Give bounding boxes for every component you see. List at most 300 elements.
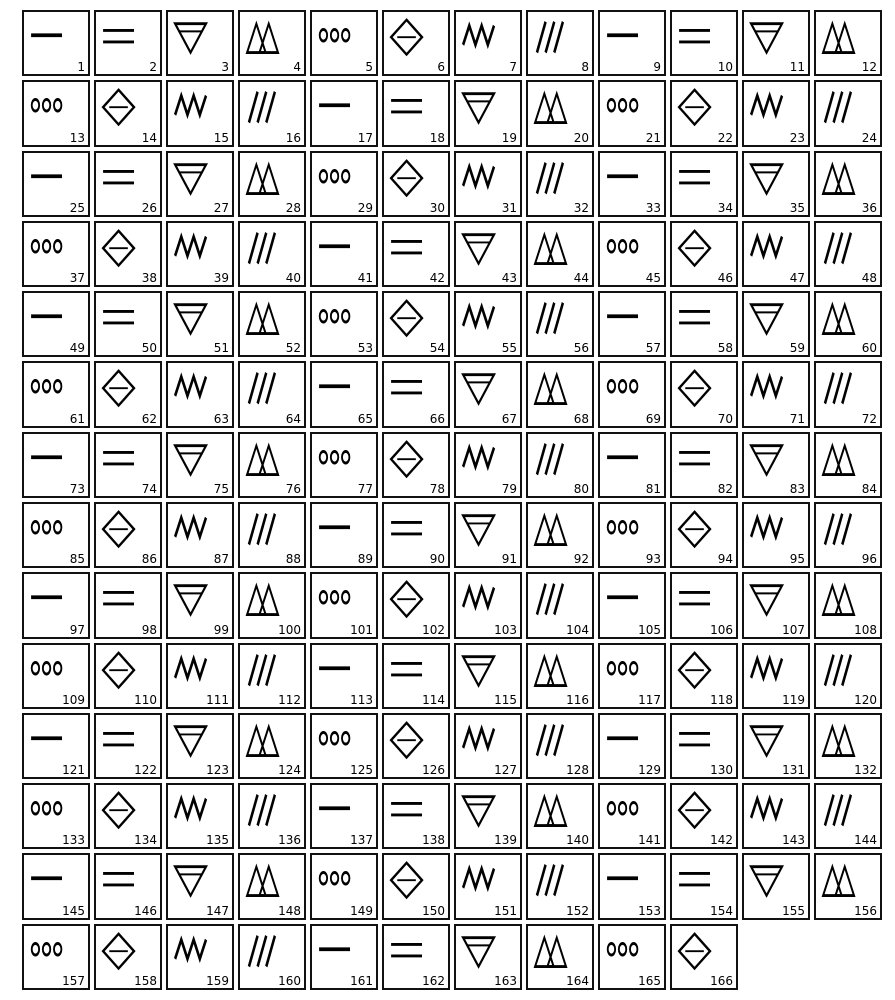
sign-cell	[310, 10, 378, 76]
sign-number: 132	[854, 763, 877, 778]
sign-number: 157	[62, 973, 85, 988]
sign-glyph-icon	[28, 86, 65, 128]
sign-glyph-icon	[748, 719, 785, 761]
sign-glyph-icon	[820, 719, 857, 761]
sign-number: 145	[62, 903, 85, 918]
sign-cell	[382, 713, 450, 779]
sign-number: 152	[566, 903, 589, 918]
sign-number: 60	[861, 341, 877, 356]
sign-number: 40	[285, 271, 301, 286]
sign-glyph-icon	[820, 367, 857, 409]
sign-cell	[670, 713, 738, 779]
sign-glyph-icon	[28, 367, 65, 409]
sign-cell	[742, 572, 810, 638]
sign-cell	[166, 924, 234, 990]
sign-glyph-icon	[748, 859, 785, 901]
sign-cell	[238, 291, 306, 357]
sign-glyph-icon	[28, 649, 65, 691]
sign-number: 137	[350, 833, 373, 848]
sign-glyph-icon	[604, 438, 641, 480]
sign-cell	[742, 151, 810, 217]
sign-number: 57	[645, 341, 661, 356]
sign-number: 4	[293, 60, 301, 75]
sign-number: 162	[422, 973, 445, 988]
sign-cell	[166, 783, 234, 849]
sign-number: 8	[581, 60, 589, 75]
sign-glyph-icon	[820, 227, 857, 269]
sign-glyph-icon	[316, 578, 353, 620]
sign-glyph-icon	[676, 157, 713, 199]
sign-glyph-icon	[316, 297, 353, 339]
sign-number: 94	[717, 552, 733, 567]
sign-cell	[814, 80, 882, 146]
sign-cell	[598, 713, 666, 779]
sign-glyph-icon	[244, 930, 281, 972]
sign-glyph-icon	[172, 859, 209, 901]
sign-number: 69	[645, 411, 661, 426]
sign-glyph-icon	[316, 930, 353, 972]
sign-cell	[814, 221, 882, 287]
sign-glyph-icon	[28, 297, 65, 339]
sign-cell	[598, 221, 666, 287]
sign-number: 163	[494, 973, 517, 988]
sign-number: 130	[710, 763, 733, 778]
sign-number: 56	[573, 341, 589, 356]
sign-glyph-icon	[604, 16, 641, 58]
sign-number: 1	[77, 60, 85, 75]
sign-cell	[238, 924, 306, 990]
sign-cell	[166, 361, 234, 427]
sign-glyph-icon	[820, 649, 857, 691]
sign-cell	[382, 572, 450, 638]
sign-number: 43	[501, 271, 517, 286]
sign-cell	[598, 151, 666, 217]
sign-cell	[814, 783, 882, 849]
sign-glyph-icon	[100, 438, 137, 480]
sign-cell	[742, 361, 810, 427]
sign-cell	[814, 361, 882, 427]
sign-number: 37	[69, 271, 85, 286]
sign-cell	[382, 221, 450, 287]
sign-cell	[670, 151, 738, 217]
sign-number: 110	[134, 692, 157, 707]
sign-number: 127	[494, 763, 517, 778]
sign-number: 149	[350, 903, 373, 918]
sign-number: 156	[854, 903, 877, 918]
sign-cell	[238, 572, 306, 638]
sign-number: 107	[782, 622, 805, 637]
sign-cell	[94, 783, 162, 849]
sign-cell	[310, 924, 378, 990]
sign-number: 86	[141, 552, 157, 567]
sign-number: 136	[278, 833, 301, 848]
sign-number: 62	[141, 411, 157, 426]
sign-number: 14	[141, 130, 157, 145]
sign-cell	[94, 713, 162, 779]
sign-number: 34	[717, 200, 733, 215]
sign-glyph-icon	[100, 157, 137, 199]
sign-number: 80	[573, 481, 589, 496]
sign-number: 53	[357, 341, 373, 356]
sign-cell	[382, 924, 450, 990]
sign-glyph-icon	[820, 438, 857, 480]
sign-cell	[454, 783, 522, 849]
sign-glyph-icon	[604, 859, 641, 901]
sign-cell	[526, 502, 594, 568]
sign-number: 116	[566, 692, 589, 707]
sign-number: 19	[501, 130, 517, 145]
sign-cell	[454, 80, 522, 146]
sign-glyph-icon	[388, 578, 425, 620]
sign-number: 95	[789, 552, 805, 567]
sign-glyph-icon	[676, 508, 713, 550]
sign-number: 75	[213, 481, 229, 496]
sign-number: 111	[206, 692, 229, 707]
sign-cell	[598, 924, 666, 990]
sign-glyph-icon	[460, 297, 497, 339]
sign-glyph-icon	[316, 227, 353, 269]
sign-glyph-icon	[460, 438, 497, 480]
sign-cell	[742, 713, 810, 779]
sign-glyph-icon	[604, 578, 641, 620]
sign-glyph-icon	[388, 859, 425, 901]
sign-cell	[310, 572, 378, 638]
sign-glyph-icon	[316, 86, 353, 128]
sign-cell	[598, 572, 666, 638]
sign-cell	[94, 853, 162, 919]
sign-number: 99	[213, 622, 229, 637]
sign-glyph-icon	[388, 86, 425, 128]
sign-number: 117	[638, 692, 661, 707]
sign-number: 100	[278, 622, 301, 637]
sign-glyph-icon	[676, 16, 713, 58]
sign-cell	[526, 432, 594, 498]
sign-number: 21	[645, 130, 661, 145]
sign-cell	[382, 432, 450, 498]
sign-glyph-icon	[460, 859, 497, 901]
sign-cell	[742, 432, 810, 498]
sign-glyph-icon	[388, 227, 425, 269]
sign-number: 135	[206, 833, 229, 848]
sign-number: 61	[69, 411, 85, 426]
sign-number: 58	[717, 341, 733, 356]
sign-glyph-icon	[100, 719, 137, 761]
sign-glyph-icon	[172, 508, 209, 550]
sign-number: 123	[206, 763, 229, 778]
sign-number: 7	[509, 60, 517, 75]
sign-glyph-icon	[244, 789, 281, 831]
sign-glyph-icon	[28, 789, 65, 831]
sign-number: 124	[278, 763, 301, 778]
sign-number: 18	[429, 130, 445, 145]
sign-number: 119	[782, 692, 805, 707]
sign-number: 104	[566, 622, 589, 637]
sign-glyph-icon	[532, 367, 569, 409]
sign-number: 106	[710, 622, 733, 637]
sign-glyph-icon	[532, 297, 569, 339]
sign-cell	[598, 10, 666, 76]
sign-cell	[238, 432, 306, 498]
sign-glyph-icon	[532, 789, 569, 831]
sign-cell	[598, 783, 666, 849]
sign-cell	[814, 291, 882, 357]
sign-cell	[238, 853, 306, 919]
sign-cell	[814, 713, 882, 779]
sign-number: 51	[213, 341, 229, 356]
sign-number: 134	[134, 833, 157, 848]
sign-number: 39	[213, 271, 229, 286]
sign-glyph-icon	[604, 297, 641, 339]
sign-number: 71	[789, 411, 805, 426]
sign-glyph-icon	[748, 86, 785, 128]
sign-glyph-icon	[532, 86, 569, 128]
sign-glyph-icon	[100, 649, 137, 691]
sign-glyph-icon	[820, 578, 857, 620]
sign-glyph-icon	[460, 157, 497, 199]
sign-number: 138	[422, 833, 445, 848]
sign-number: 11	[789, 60, 805, 75]
sign-number: 166	[710, 973, 733, 988]
sign-cell	[94, 221, 162, 287]
sign-cell	[742, 853, 810, 919]
sign-glyph-icon	[604, 367, 641, 409]
sign-number: 109	[62, 692, 85, 707]
sign-cell	[166, 643, 234, 709]
sign-number: 84	[861, 481, 877, 496]
sign-number: 55	[501, 341, 517, 356]
sign-glyph-icon	[244, 438, 281, 480]
sign-glyph-icon	[748, 578, 785, 620]
sign-number: 70	[717, 411, 733, 426]
sign-glyph-icon	[604, 227, 641, 269]
sign-glyph-icon	[748, 16, 785, 58]
sign-glyph-icon	[100, 367, 137, 409]
sign-cell	[382, 643, 450, 709]
sign-glyph-icon	[316, 719, 353, 761]
sign-cell	[598, 502, 666, 568]
sign-glyph-icon	[532, 157, 569, 199]
sign-glyph-icon	[100, 16, 137, 58]
sign-cell	[382, 783, 450, 849]
sign-number: 35	[789, 200, 805, 215]
sign-number: 16	[285, 130, 301, 145]
sign-glyph-icon	[388, 157, 425, 199]
sign-glyph-icon	[316, 157, 353, 199]
sign-number: 45	[645, 271, 661, 286]
sign-number: 93	[645, 552, 661, 567]
sign-cell	[310, 80, 378, 146]
sign-cell	[598, 291, 666, 357]
sign-number: 76	[285, 481, 301, 496]
sign-cell	[526, 361, 594, 427]
sign-cell	[94, 361, 162, 427]
sign-number: 96	[861, 552, 877, 567]
sign-number: 59	[789, 341, 805, 356]
sign-glyph-icon	[172, 789, 209, 831]
sign-number: 121	[62, 763, 85, 778]
sign-glyph-icon	[172, 16, 209, 58]
sign-glyph-icon	[604, 649, 641, 691]
sign-glyph-icon	[316, 367, 353, 409]
sign-cell	[310, 783, 378, 849]
sign-cell	[814, 853, 882, 919]
sign-glyph-icon	[244, 16, 281, 58]
sign-number: 98	[141, 622, 157, 637]
sign-cell	[94, 151, 162, 217]
sign-glyph-icon	[820, 157, 857, 199]
sign-number: 63	[213, 411, 229, 426]
sign-cell	[382, 80, 450, 146]
sign-number: 154	[710, 903, 733, 918]
sign-cell	[742, 502, 810, 568]
sign-number: 31	[501, 200, 517, 215]
sign-glyph-icon	[316, 789, 353, 831]
sign-number: 128	[566, 763, 589, 778]
sign-number: 147	[206, 903, 229, 918]
sign-number: 164	[566, 973, 589, 988]
sign-cell	[166, 221, 234, 287]
sign-cell	[238, 783, 306, 849]
sign-cell	[598, 432, 666, 498]
sign-number: 32	[573, 200, 589, 215]
sign-glyph-icon	[820, 508, 857, 550]
sign-glyph-icon	[244, 719, 281, 761]
sign-number: 141	[638, 833, 661, 848]
sign-cell	[814, 432, 882, 498]
sign-number: 165	[638, 973, 661, 988]
sign-glyph-icon	[388, 649, 425, 691]
sign-cell	[22, 80, 90, 146]
sign-glyph-icon	[676, 930, 713, 972]
sign-cell	[238, 643, 306, 709]
sign-glyph-icon	[172, 649, 209, 691]
sign-number: 131	[782, 763, 805, 778]
sign-number: 151	[494, 903, 517, 918]
sign-glyph-icon	[748, 438, 785, 480]
sign-cell	[238, 713, 306, 779]
sign-number: 143	[782, 833, 805, 848]
sign-number: 153	[638, 903, 661, 918]
sign-cell	[526, 80, 594, 146]
sign-cell	[238, 151, 306, 217]
sign-glyph-icon	[388, 930, 425, 972]
sign-cell	[526, 221, 594, 287]
sign-glyph-icon	[316, 649, 353, 691]
sign-number: 129	[638, 763, 661, 778]
sign-cell	[670, 783, 738, 849]
sign-glyph-icon	[748, 297, 785, 339]
sign-cell	[382, 361, 450, 427]
sign-number: 79	[501, 481, 517, 496]
sign-cell	[22, 853, 90, 919]
sign-glyph-icon	[100, 930, 137, 972]
sign-glyph-icon	[388, 438, 425, 480]
sign-number: 2	[149, 60, 157, 75]
sign-number: 30	[429, 200, 445, 215]
sign-glyph-icon	[100, 578, 137, 620]
sign-cell	[310, 151, 378, 217]
sign-number: 161	[350, 973, 373, 988]
sign-glyph-icon	[604, 719, 641, 761]
sign-cell	[22, 643, 90, 709]
sign-glyph-icon	[748, 157, 785, 199]
sign-glyph-icon	[676, 227, 713, 269]
sign-cell	[526, 713, 594, 779]
sign-number: 85	[69, 552, 85, 567]
sign-cell	[526, 783, 594, 849]
sign-glyph-icon	[28, 438, 65, 480]
sign-number: 68	[573, 411, 589, 426]
sign-glyph-icon	[172, 578, 209, 620]
sign-number: 81	[645, 481, 661, 496]
sign-glyph-icon	[676, 859, 713, 901]
sign-glyph-icon	[604, 157, 641, 199]
sign-glyph-icon	[820, 86, 857, 128]
sign-glyph-icon	[748, 649, 785, 691]
sign-number: 28	[285, 200, 301, 215]
sign-number: 54	[429, 341, 445, 356]
sign-glyph-icon	[748, 367, 785, 409]
sign-number: 142	[710, 833, 733, 848]
sign-cell	[238, 221, 306, 287]
sign-cell	[526, 572, 594, 638]
sign-cell	[382, 853, 450, 919]
sign-number: 87	[213, 552, 229, 567]
sign-number: 144	[854, 833, 877, 848]
sign-glyph-icon	[28, 930, 65, 972]
sign-glyph-icon	[244, 649, 281, 691]
sign-number: 73	[69, 481, 85, 496]
sign-number: 140	[566, 833, 589, 848]
sign-number: 25	[69, 200, 85, 215]
sign-number: 38	[141, 271, 157, 286]
sign-number: 150	[422, 903, 445, 918]
sign-cell	[238, 10, 306, 76]
sign-number: 64	[285, 411, 301, 426]
sign-cell	[22, 502, 90, 568]
sign-cell	[94, 80, 162, 146]
sign-glyph-icon	[172, 297, 209, 339]
sign-glyph-icon	[244, 578, 281, 620]
sign-number: 158	[134, 973, 157, 988]
sign-cell	[310, 221, 378, 287]
sign-cell	[742, 291, 810, 357]
sign-cell	[526, 10, 594, 76]
sign-glyph-icon	[532, 719, 569, 761]
sign-glyph-icon	[820, 297, 857, 339]
sign-number: 72	[861, 411, 877, 426]
sign-number: 82	[717, 481, 733, 496]
sign-number: 5	[365, 60, 373, 75]
sign-number: 15	[213, 130, 229, 145]
sign-cell	[238, 80, 306, 146]
sign-cell	[22, 151, 90, 217]
sign-cell	[670, 80, 738, 146]
sign-number: 29	[357, 200, 373, 215]
sign-glyph-icon	[100, 86, 137, 128]
sign-cell	[670, 924, 738, 990]
sign-glyph-icon	[460, 578, 497, 620]
sign-glyph-icon	[244, 157, 281, 199]
sign-number: 74	[141, 481, 157, 496]
sign-glyph-icon	[388, 789, 425, 831]
sign-glyph-icon	[748, 227, 785, 269]
sign-cell	[382, 10, 450, 76]
sign-cell	[310, 713, 378, 779]
sign-glyph-icon	[28, 578, 65, 620]
sign-glyph-icon	[460, 649, 497, 691]
sign-glyph-icon	[460, 789, 497, 831]
